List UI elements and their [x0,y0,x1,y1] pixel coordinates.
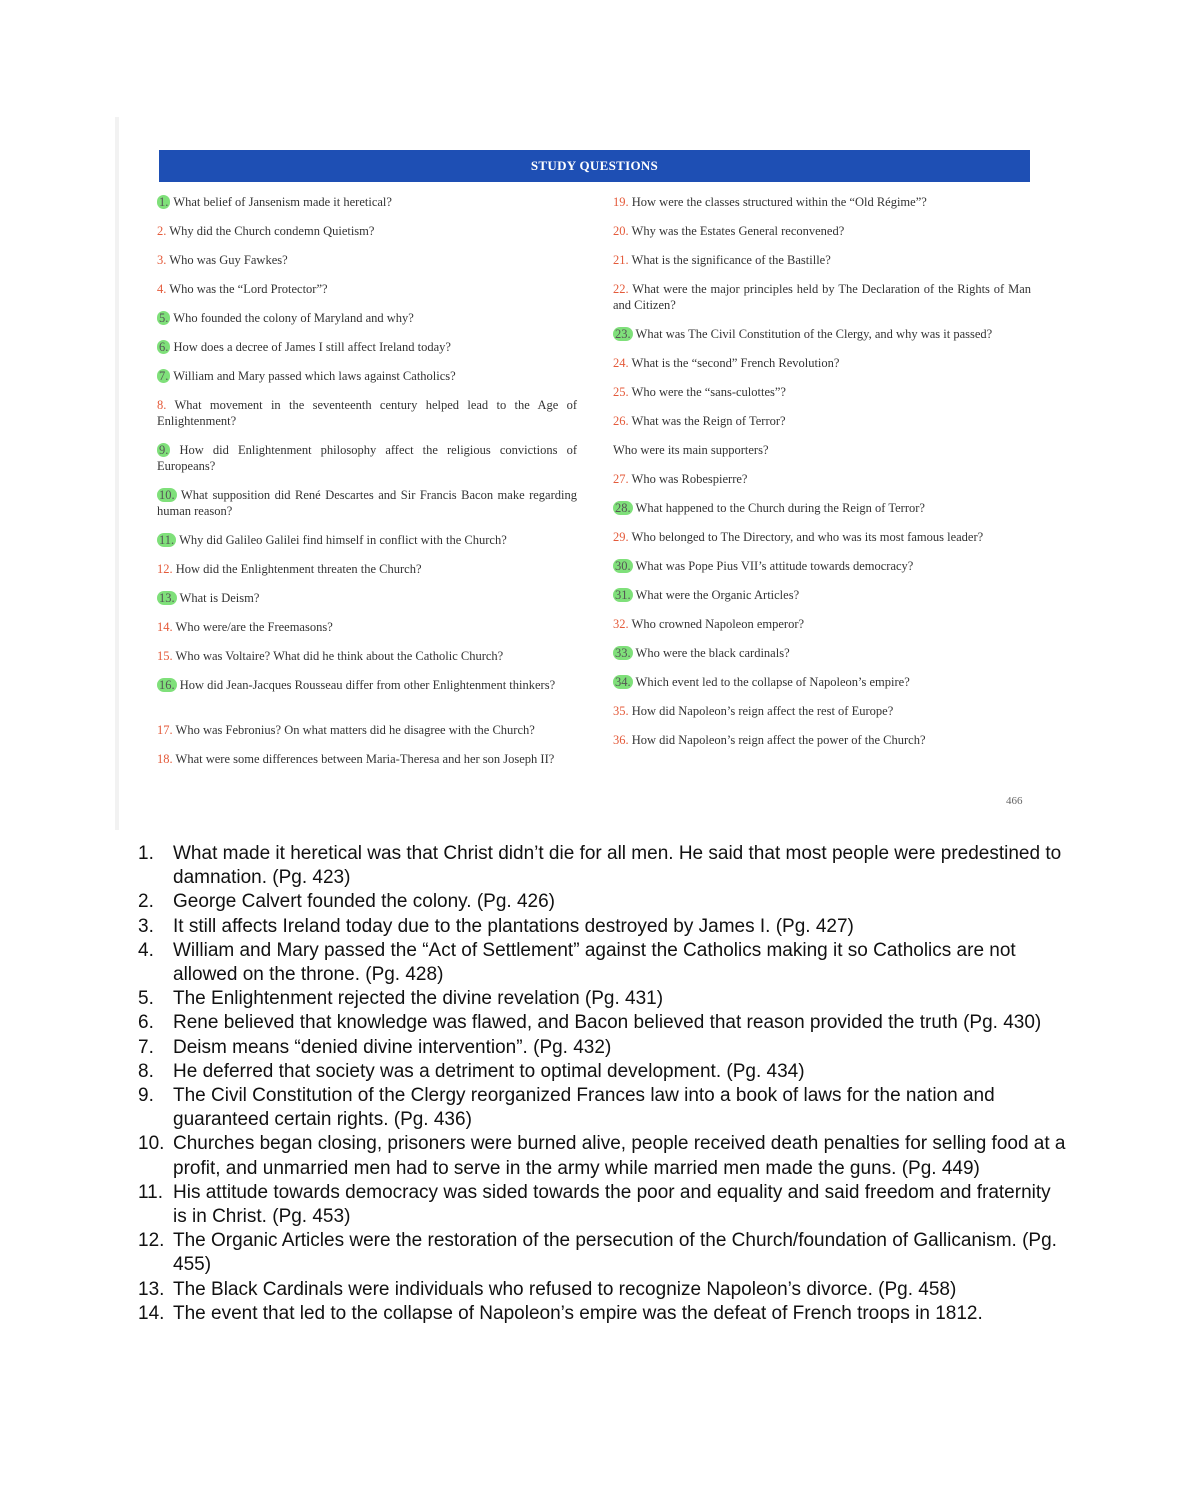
study-question [613,674,1031,690]
study-question [613,355,1031,371]
highlighted-question-number: 10. [159,488,175,502]
answer-number: 5. [138,988,154,1010]
question-text: How did Napoleon’s reign affect the power of the Church? [631,733,926,747]
question-number: 29. [613,530,629,544]
answer-number: 9. [138,1085,154,1107]
question-number: 3. [157,253,167,267]
highlighted-question-number: 16. [159,678,175,692]
question-text: How did Napoleon’s reign affect the rest of Europe? [631,704,894,718]
study-question [613,529,1031,545]
study-question [157,590,577,606]
answer-item [138,1084,1068,1132]
highlighted-question-number: 5. [159,311,169,325]
question-number: 26. [613,414,629,428]
question-text: How did the Enlightenment threaten the Church? [175,562,422,576]
highlighted-question-number: 13. [159,591,175,605]
study-question [157,487,577,519]
question-text: Who was Febronius? On what matters did he disagree with the Church? [175,723,535,737]
study-question [613,645,1031,661]
question-text: What were the major principles held by The Declaration of the Rights of Man and Citizen? [613,282,1031,312]
question-number: 14. [157,620,173,634]
question-text: Why was the Estates General reconvened? [631,224,845,238]
study-question [157,648,577,664]
answer-text: The Civil Constitution of the Clergy reorganized Frances law into a book of laws for the nation and guaranteed certain rights. (Pg. 436) [173,1085,995,1131]
study-question [157,751,577,767]
question-text: What movement in the seventeenth century helped lead to the Age of Enlightenment? [157,398,578,428]
answer-number: 3. [138,915,154,937]
study-question [613,194,1031,210]
question-text: Who were/are the Freemasons? [175,620,333,634]
answer-number: 1. [138,843,154,864]
answer-text: Rene believed that knowledge was flawed, and Bacon believed that reason provided the truth (Pg. 430) [173,1012,1042,1034]
highlighted-question-number: 31. [615,588,631,602]
answer-number: 7. [138,1036,154,1058]
study-question [613,616,1031,632]
question-text: William and Mary passed which laws against Catholics? [173,369,456,383]
answer-text: It still affects Ireland today due to the plantations destroyed by James I. (Pg. 427) [173,915,854,937]
question-text: What was Pope Pius VII’s attitude towards democracy? [635,559,914,573]
question-number: 18. [157,752,173,766]
study-question [157,397,577,429]
answer-item [138,1060,1068,1084]
study-question [157,561,577,577]
study-question [157,281,577,297]
answer-item [138,1229,1068,1277]
question-text: Who was Guy Fawkes? [169,253,288,267]
question-text: What were some differences between Maria-Theresa and her son Joseph II? [175,752,555,766]
question-number: 15. [157,649,173,663]
answer-item [138,1011,1068,1035]
study-question [157,677,577,693]
question-text: Who was Voltaire? What did he think about the Catholic Church? [175,649,504,663]
answer-item [138,987,1068,1011]
question-number: 19. [613,195,629,209]
answer-list [138,842,1068,1326]
question-number: 12. [157,562,173,576]
answer-number: 6. [138,1012,154,1034]
question-number: 32. [613,617,629,631]
study-question [613,384,1031,400]
study-question [157,194,577,210]
answer-number: 10. [138,1133,165,1155]
answer-text: The event that led to the collapse of Napoleon’s empire was the defeat of French troops in 1812. [173,1302,983,1324]
answer-number: 8. [138,1060,154,1082]
study-question [613,587,1031,603]
highlighted-question-number: 23. [615,327,631,341]
question-number: 25. [613,385,629,399]
question-text: What was the Reign of Terror? [631,414,786,428]
question-text: What belief of Jansenism made it heretical? [173,195,392,209]
question-number: 4. [157,282,167,296]
question-text: Who was the “Lord Protector”? [169,282,328,296]
study-question [157,223,577,239]
question-number: 2. [157,224,167,238]
highlighted-question-number: 28. [615,501,631,515]
answer-item [138,915,1068,939]
question-text: What happened to the Church during the Reign of Terror? [635,501,925,515]
answer-number: 11. [138,1181,164,1203]
question-number: 20. [613,224,629,238]
study-question [157,252,577,268]
study-question [157,368,577,384]
answer-item [138,1302,1068,1326]
answer-item [138,1036,1068,1060]
answer-text: George Calvert founded the colony. (Pg. 426) [173,891,555,913]
highlighted-question-number: 1. [159,195,169,209]
question-number: 8. [157,398,167,412]
highlighted-question-number: 11. [159,533,175,547]
highlighted-question-number: 30. [615,559,631,573]
question-number: 36. [613,733,629,747]
answer-number: 4. [138,939,154,961]
highlighted-question-number: 6. [159,340,169,354]
answer-number: 2. [138,891,154,913]
study-question [613,558,1031,574]
question-text: Who were its main supporters? [613,443,769,457]
question-text: Who was Robespierre? [631,472,748,486]
study-question [157,532,577,548]
answer-text: His attitude towards democracy was sided towards the poor and equality and said freedom and fraternity is in Christ. (Pg. 453) [173,1181,1051,1228]
question-text: Who were the black cardinals? [635,646,790,660]
answer-number: 14. [138,1302,165,1324]
study-question [613,281,1031,313]
answer-text: He deferred that society was a detriment to optimal development. (Pg. 434) [173,1060,805,1082]
question-text: Who belonged to The Directory, and who was its most famous leader? [631,530,984,544]
study-question [613,471,1031,487]
study-question [613,442,1031,458]
highlighted-question-number: 33. [615,646,631,660]
question-text: How did Enlightenment philosophy affect the religious convictions of Europeans? [157,443,577,473]
question-text: Who founded the colony of Maryland and why? [173,311,414,325]
question-text: What is Deism? [179,591,260,605]
answer-item [138,1181,1068,1229]
question-number: 21. [613,253,629,267]
study-question [157,722,577,738]
study-question [157,339,577,355]
study-question [613,732,1031,748]
question-text: What was The Civil Constitution of the Clergy, and why was it passed? [635,327,993,341]
question-text: What supposition did René Descartes and Sir Francis Bacon make regarding human reason? [157,488,577,518]
study-question [157,619,577,635]
answer-text: The Organic Articles were the restoration of the persecution of the Church/foundation of Gallicanism. (Pg. 455) [173,1230,1057,1276]
question-number: 24. [613,356,629,370]
answer-item [138,890,1068,914]
study-question [613,413,1031,429]
answer-number: 12. [138,1230,165,1252]
question-text: What were the Organic Articles? [635,588,800,602]
question-text: Why did Galileo Galilei find himself in conflict with the Church? [179,533,507,547]
answer-text: Deism means “denied divine intervention”. (Pg. 432) [173,1036,612,1058]
answer-number: 13. [138,1278,165,1300]
highlighted-question-number: 7. [159,369,169,383]
question-text: How did Jean-Jacques Rousseau differ from other Enlightenment thinkers? [179,678,556,692]
page-number: 466 [1006,795,1023,807]
question-number: 22. [613,282,629,296]
highlighted-question-number: 9. [159,443,169,457]
answer-text: The Enlightenment rejected the divine revelation (Pg. 431) [173,988,664,1010]
study-questions-banner: STUDY QUESTIONS [159,150,1030,182]
study-question [613,252,1031,268]
study-question [613,326,1031,342]
question-text: What is the significance of the Bastille? [631,253,831,267]
question-text: How does a decree of James I still affect Ireland today? [173,340,451,354]
question-text: How were the classes structured within the “Old Régime”? [631,195,927,209]
answer-text: What made it heretical was that Christ didn’t die for all men. He said that most people were predestined to damnation. (Pg. 423) [173,843,1062,889]
question-text: Which event led to the collapse of Napoleon’s empire? [635,675,910,689]
highlighted-question-number: 34. [615,675,631,689]
question-number: 35. [613,704,629,718]
answer-text: The Black Cardinals were individuals who refused to recognize Napoleon’s divorce. (Pg. 458) [173,1278,957,1300]
answer-item [138,1278,1068,1302]
answer-text: Churches began closing, prisoners were burned alive, people received death penalties for selling food at a profit, and unmarried men had to serve in the army while married men made the guns. (Pg. 449) [173,1133,1066,1179]
study-question [157,310,577,326]
answer-item [138,842,1068,890]
answer-item [138,1132,1068,1180]
question-text: Why did the Church condemn Quietism? [169,224,375,238]
answer-item [138,939,1068,987]
question-number: 27. [613,472,629,486]
question-text: Who crowned Napoleon emperor? [631,617,805,631]
study-question [613,223,1031,239]
question-number: 17. [157,723,173,737]
study-question [157,442,577,474]
question-text: Who were the “sans-culottes”? [631,385,786,399]
study-question [613,703,1031,719]
question-text: What is the “second” French Revolution? [631,356,840,370]
answer-text: William and Mary passed the “Act of Settlement” against the Catholics making it so Catholics are not allowed on the throne. (Pg. 428) [173,939,1016,986]
study-question [613,500,1031,516]
